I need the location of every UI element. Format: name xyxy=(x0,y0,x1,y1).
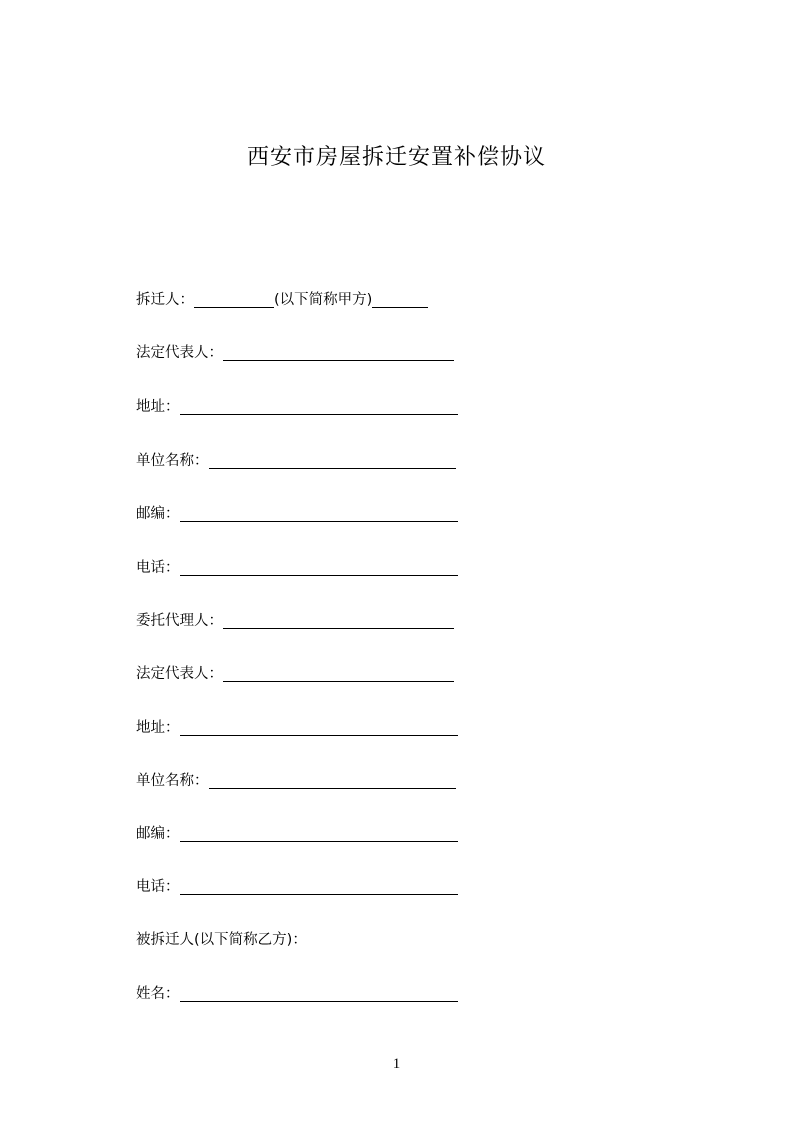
field-line xyxy=(136,877,458,897)
party-a-blank[interactable] xyxy=(194,291,274,308)
field-blank[interactable] xyxy=(180,719,458,736)
field-label: 邮编： xyxy=(136,506,180,522)
field-label: 地址： xyxy=(136,720,180,736)
field-blank[interactable] xyxy=(180,505,458,522)
field-blank[interactable] xyxy=(180,398,458,415)
document-title: 西安市房屋拆迁安置补偿协议 xyxy=(246,145,546,170)
party-a-label: 拆迁人： xyxy=(136,292,194,308)
field-label: 单位名称： xyxy=(136,773,209,789)
field-blank[interactable] xyxy=(223,612,454,629)
field-blank[interactable] xyxy=(223,665,454,682)
field-label: 法定代表人： xyxy=(136,666,223,682)
field-blank[interactable] xyxy=(223,344,454,361)
field-line xyxy=(136,504,458,524)
field-blank[interactable] xyxy=(209,452,456,469)
field-line xyxy=(136,397,458,417)
field-label: 电话： xyxy=(136,560,180,576)
field-line xyxy=(136,451,456,471)
field-line xyxy=(136,558,458,578)
field-line xyxy=(136,984,458,1004)
field-label: 电话： xyxy=(136,879,180,895)
page-number: 1 xyxy=(392,1056,401,1072)
party-b-heading xyxy=(136,930,307,950)
field-label: 委托代理人： xyxy=(136,613,223,629)
field-line xyxy=(136,664,454,684)
party-a-line xyxy=(136,290,428,310)
field-line xyxy=(136,343,454,363)
field-label: 地址： xyxy=(136,399,180,415)
party-a-suffix: (以下简称甲方) xyxy=(274,292,373,308)
field-line xyxy=(136,771,456,791)
field-line xyxy=(136,824,458,844)
field-label: 姓名： xyxy=(136,986,180,1002)
field-label: 法定代表人： xyxy=(136,345,223,361)
party-b-heading-text: 被拆迁人(以下简称乙方)： xyxy=(136,932,307,948)
field-blank[interactable] xyxy=(180,985,458,1002)
field-line xyxy=(136,718,458,738)
party-a-trailing-blank[interactable] xyxy=(372,291,428,308)
field-label: 单位名称： xyxy=(136,453,209,469)
field-blank[interactable] xyxy=(209,772,456,789)
field-label: 邮编： xyxy=(136,826,180,842)
field-line xyxy=(136,611,454,631)
field-blank[interactable] xyxy=(180,559,458,576)
field-blank[interactable] xyxy=(180,825,458,842)
field-blank[interactable] xyxy=(180,878,458,895)
